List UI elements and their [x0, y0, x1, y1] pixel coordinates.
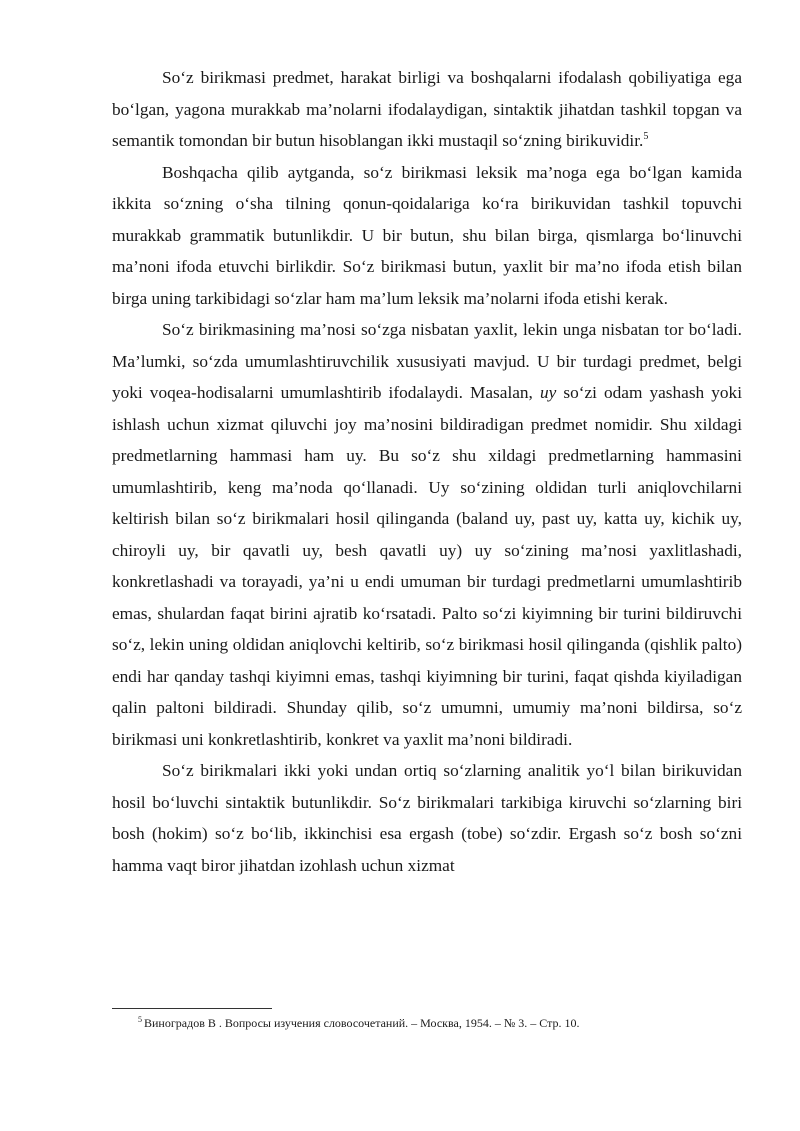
paragraph-4: So‘z birikmalari ikki yoki undan ortiq so‘zlarning analitik yo‘l bilan birikuvidan hosil bo‘luvchi sintaktik butunlikdir. So‘z birikmalari tarkibiga kiruvchi so‘zlarning biri bosh (hokim) so‘z bo‘lib, ikkinchisi esa ergash (tobe) so‘zdir. Ergash so‘z bosh so‘zni hamma vaqt biror jihatdan izohlash uchun xizmat — [112, 761, 742, 875]
footnote-divider — [112, 1008, 272, 1009]
footnote-reference: 5 — [643, 131, 649, 143]
paragraph-3-text-start: So‘z birikmasining ma’nosi so‘zga nisbatan yaxlit, lekin unga nisbatan tor bo‘ladi. Ma’lumki, so‘zda umumlashtiruvchilik xususiyati mavjud. U bir turdagi predmet, belgi yoki voqea-hodisalarni umumlashtirib ifodalaydi. Masalan, — [112, 320, 742, 402]
paragraph-3 — [112, 314, 742, 755]
paragraph-1 — [112, 62, 742, 157]
paragraph-3-text-end: so‘zi odam yashash yoki ishlash uchun xizmat qiluvchi joy ma’nosini bildiradigan predmet nomidir. Shu xildagi predmetlarning hammasi ham uy. Bu so‘z shu xildagi predmetlarning hammasini umumlashtirib, keng ma’noda qo‘llanadi. Uy so‘zining oldidan turli aniqlovchilarni keltirish bilan so‘z birikmalari hosil qilinganda (baland uy, past uy, katta uy, kichik uy, chiroyli uy, bir qavatli uy, besh qavatli uy) uy so‘zining ma’nosi yaxlitlashadi, konkretlashadi va torayadi, ya’ni u endi umuman bir turdagi predmetlarni umumlashtirib emas, shulardan faqat birini ajratib ko‘rsatadi. Palto so‘zi kiyimning bir turini bildiruvchi so‘z, lekin uning oldidan aniqlovchi keltirib, so‘z birikmasi hosil qilinganda (qishlik palto) endi har qanday tashqi kiyimni emas, tashqi kiyimning bir turini, faqat qishda kiyiladigan qalin paltoni bildiradi. Shunday qilib, so‘z umumni, umumiy ma’noni bildirsa, so‘z birikmasi uni konkretlashtirib, konkret va yaxlit ma’noni bildiradi. — [112, 383, 742, 749]
paragraph-1-text: So‘z birikmasi predmet, harakat birligi va boshqalarni ifodalash qobiliyatiga ega bo‘lgan, yagona murakkab ma’nolarni ifodalaydigan, sintaktik jihatdan tashkil topgan va semantik tomondan bir butun hisoblangan ikki mustaqil so‘zning birikuvidir. — [112, 68, 742, 150]
footnote-number: 5 — [138, 1015, 142, 1024]
footnote-text: Виноградов В . Вопросы изучения словосочетаний. – Москва, 1954. – № 3. – Стр. 10. — [144, 1016, 580, 1030]
body-text — [112, 62, 742, 881]
italic-term-uy: uy — [539, 383, 557, 402]
footnote — [138, 1012, 738, 1031]
paragraph-2: Boshqacha qilib aytganda, so‘z birikmasi leksik ma’noga ega bo‘lgan kamida ikkita so‘zning o‘sha tilning qonun-qoidalariga ko‘ra birikuvidan tashkil topuvchi murakkab grammatik butunlikdir. U bir butun, shu bilan birga, qismlarga bo‘linuvchi ma’noni ifoda etuvchi birlikdir. So‘z birikmasi butun, yaxlit bir ma’no ifoda etish bilan birga uning tarkibidagi so‘zlar ham ma’lum leksik ma’nolarni ifoda etishi kerak. — [112, 162, 742, 308]
